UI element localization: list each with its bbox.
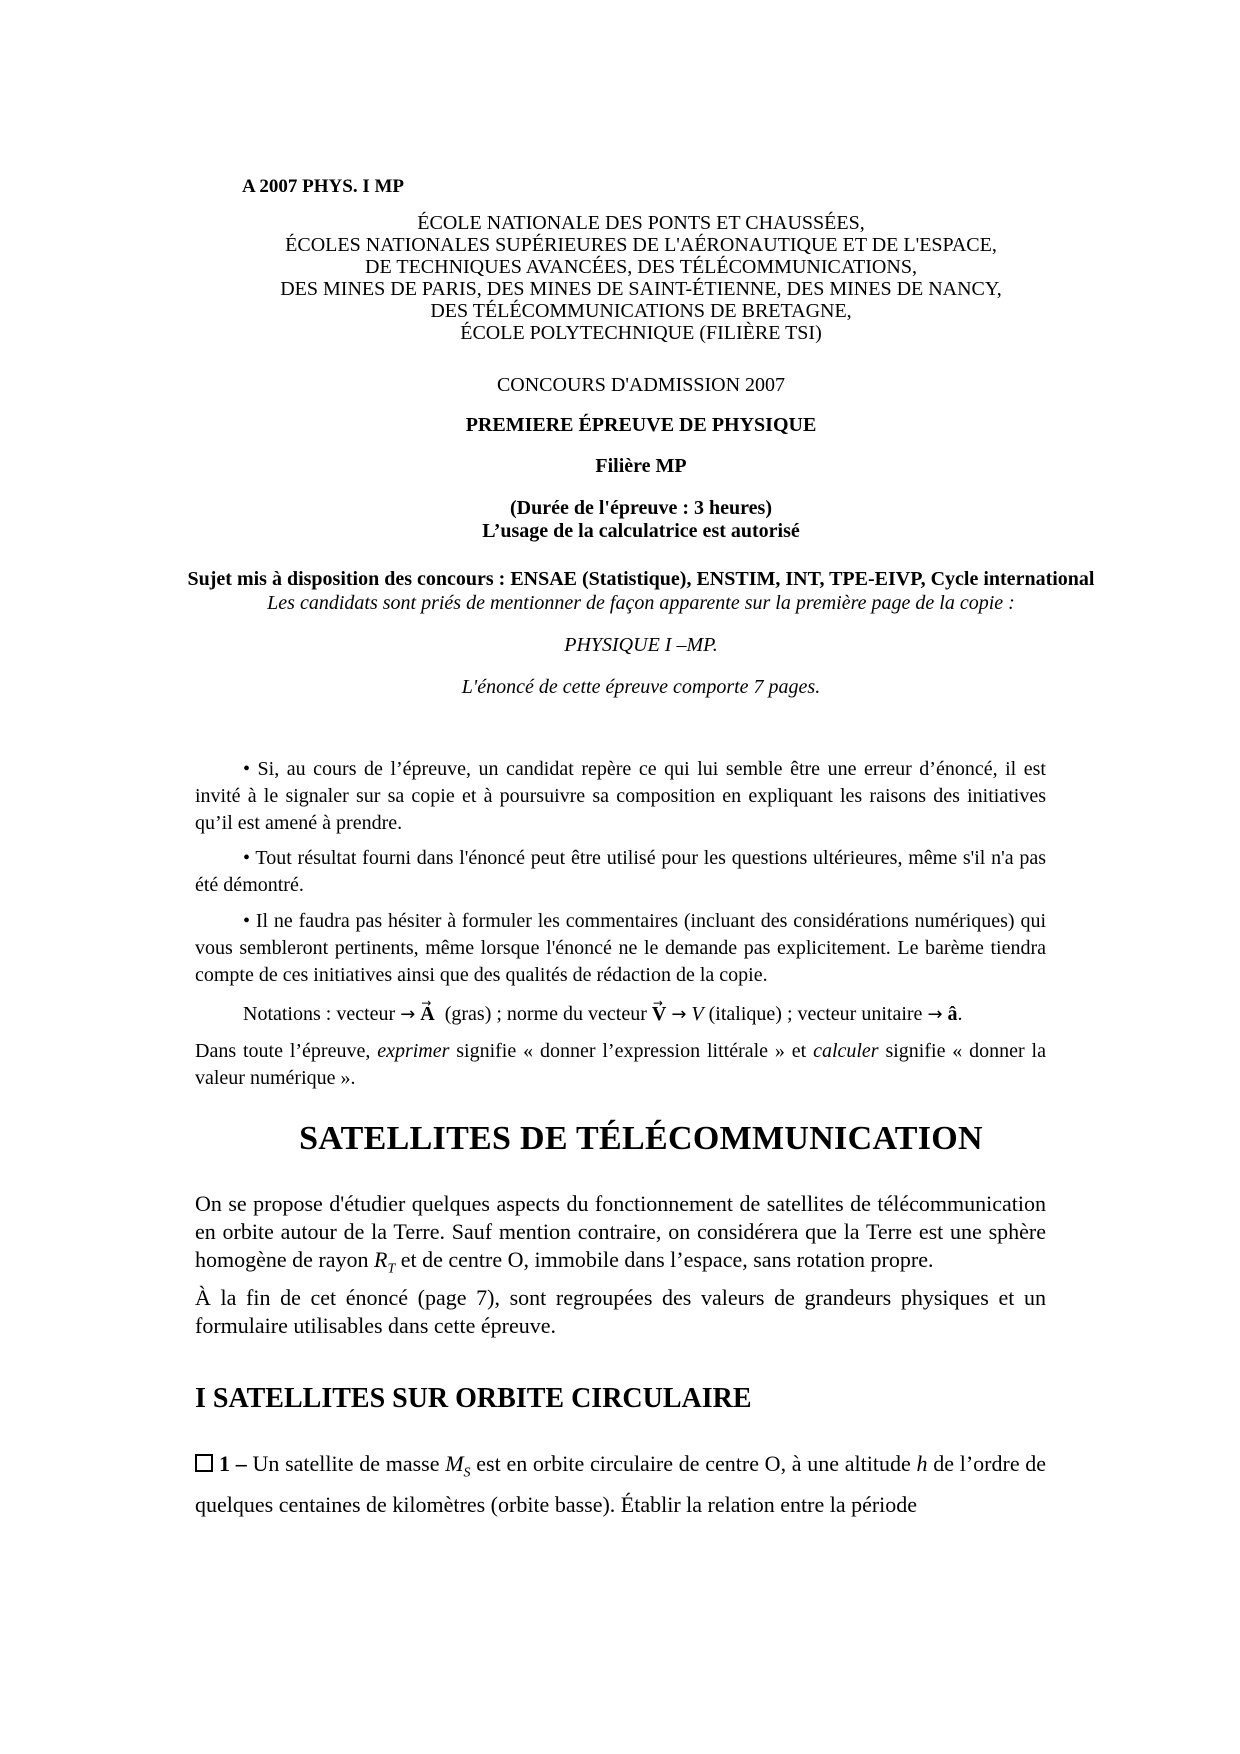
vector-norm-symbol: → V: [652, 1003, 666, 1025]
pages-note: L'énoncé de cette épreuve comporte 7 pages.: [461, 676, 821, 698]
filiere: Filière MP: [595, 455, 687, 477]
schools-list: [160, 212, 1122, 344]
school-line: DES TÉLÉCOMMUNICATIONS DE BRETAGNE,: [430, 300, 852, 322]
arrow-icon: →: [400, 1004, 416, 1025]
school-line: DES MINES DE PARIS, DES MINES DE SAINT-ÉTIENNE, DES MINES DE NANCY,: [280, 278, 1002, 300]
instruction-bullet-3: • Il ne faudra pas hésiter à formuler les commentaires (incluant des considérations numériques) qui vous sembleront pertinents, même lorsque l'énoncé ne le demande pas explicitement. Le barème tiendra compte de ces initiatives ainsi que des qualités de rédaction de la copie.: [195, 910, 1046, 986]
question-1: 1 – Un satellite de masse $M_S$ est en orbite circulaire de centre O, à une altitude h de l’ordre de quelques centaines de kilomètres (orbite basse). Établir la relation entre la période: [195, 1451, 1047, 1518]
unit-vector-symbol: â: [947, 1003, 958, 1025]
notations-line: Notations : vecteur → → A (gras) ; norme du vecteur → V → V (italique) ; vecteur unitaire → â.: [243, 1001, 1063, 1028]
exprimer-definition: Dans toute l’épreuve, exprimer signifie « donner l’expression littérale » et calculer signifie « donner la valeur numérique ».: [195, 1040, 1046, 1089]
copie-label: PHYSIQUE I –MP.: [564, 634, 718, 656]
vector-symbol: → A: [420, 1003, 434, 1025]
school-line: ÉCOLE POLYTECHNIQUE (FILIÈRE TSI): [460, 322, 822, 344]
section-heading: I SATELLITES SUR ORBITE CIRCULAIRE: [195, 1383, 752, 1414]
school-line: DE TECHNIQUES AVANCÉES, DES TÉLÉCOMMUNICATIONS,: [365, 256, 917, 278]
mention-line: Les candidats sont priés de mentionner de façon apparente sur la première page de la copie :: [267, 592, 1015, 614]
checkbox-icon: [195, 1454, 213, 1472]
school-line: ÉCOLE NATIONALE DES PONTS ET CHAUSSÉES,: [417, 212, 865, 234]
concours-line: CONCOURS D'ADMISSION 2007: [496, 374, 786, 396]
main-title: SATELLITES DE TÉLÉCOMMUNICATION: [299, 1120, 983, 1157]
school-line: ÉCOLES NATIONALES SUPÉRIEURES DE L'AÉRONAUTIQUE ET DE L'ESPACE,: [285, 234, 997, 256]
arrow-icon: →: [927, 1004, 943, 1025]
epreuve-title: PREMIERE ÉPREUVE DE PHYSIQUE: [465, 414, 817, 436]
duree: (Durée de l'épreuve : 3 heures): [510, 497, 772, 519]
intro-paragraph-1: On se propose d'étudier quelques aspects du fonctionnement de satellites de télécommunication en orbite autour de la Terre. Sauf mention contraire, on considérera que la Terre est une sphère homogène de rayon $R_T$ et de centre O, immobile dans l’espace, sans rotation propre.: [195, 1191, 1046, 1277]
arrow-icon: →: [671, 1004, 687, 1025]
calculatrice-note: L’usage de la calculatrice est autorisé: [482, 520, 800, 542]
sujet-line: Sujet mis à disposition des concours : ENSAE (Statistique), ENSTIM, INT, TPE-EIVP, Cycle international: [187, 568, 1095, 590]
instruction-bullet-2: • Tout résultat fourni dans l'énoncé peut être utilisé pour les questions ultérieures, même s'il n'a pas été démontré.: [195, 847, 1046, 896]
intro-paragraph-2: À la fin de cet énoncé (page 7), sont regroupées des valeurs de grandeurs physiques et un formulaire utilisables dans cette épreuve.: [195, 1285, 1046, 1338]
exam-code: A 2007 PHYS. I MP: [242, 176, 405, 197]
instruction-bullet-1: • Si, au cours de l’épreuve, un candidat repère ce qui lui semble être une erreur d’énoncé, il est invité à le signaler sur sa copie et à poursuivre sa composition en expliquant les raisons des initiatives qu’il est amené à prendre.: [195, 758, 1046, 834]
